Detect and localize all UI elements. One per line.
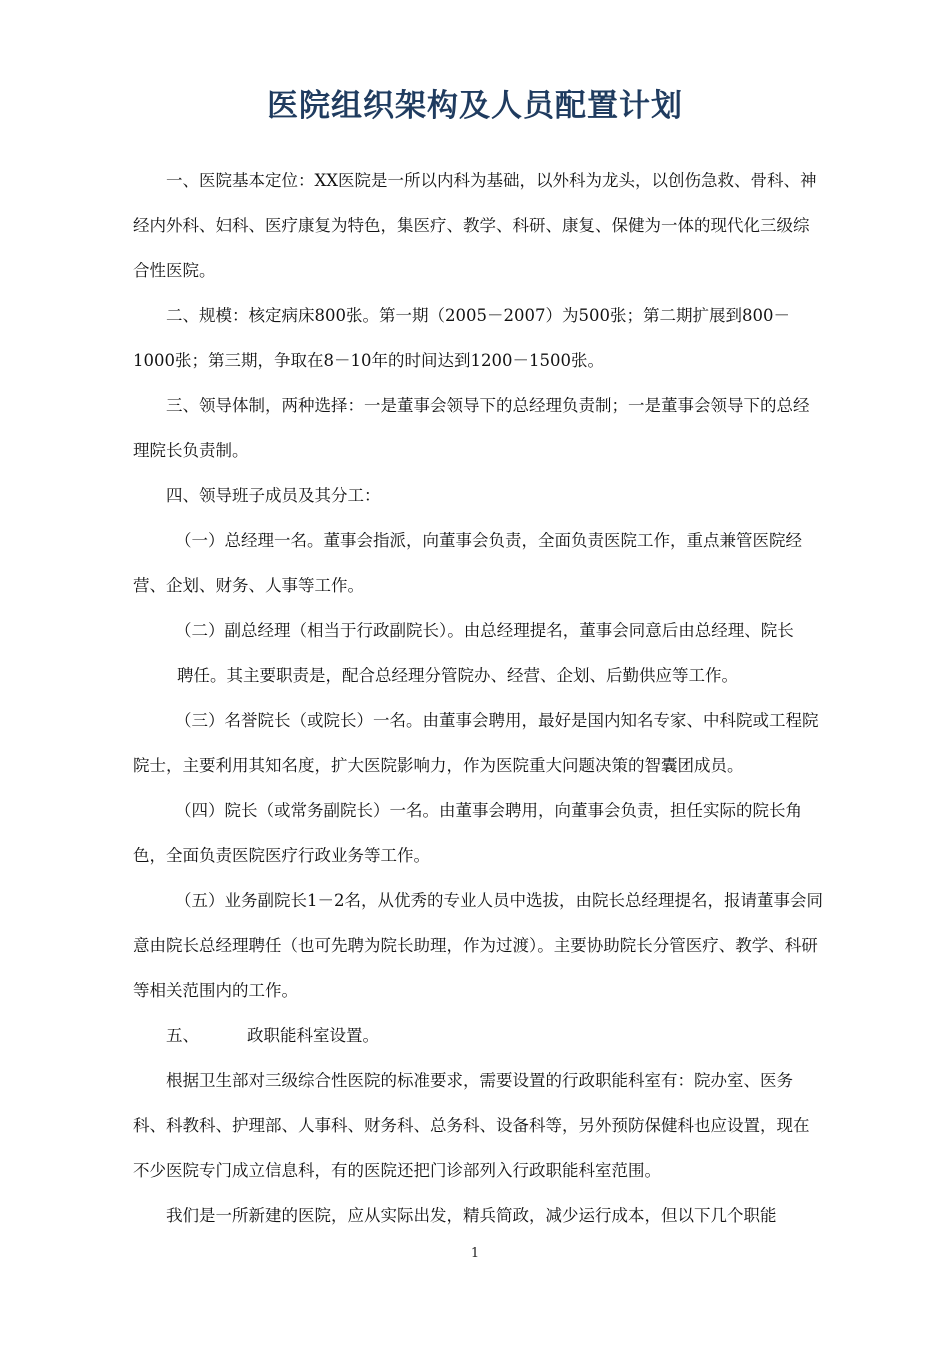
section-five-number: 五、 <box>166 1026 199 1045</box>
page-number: 1 <box>470 1246 480 1261</box>
document-title: 医院组织架构及人员配置计划 <box>267 88 683 124</box>
section-five-heading <box>133 1013 823 1058</box>
paragraph-deputy-manager-duties: 聘任。其主要职责是，配合总经理分管院办、经营、企划、后勤供应等工作。 <box>177 666 738 685</box>
paragraph-leadership-members: 四、领导班子成员及其分工： <box>166 486 381 505</box>
paragraph-scale: 二、规模：核定病床800张。第一期（2005－2007）为500张；第二期扩展到800－1000张；第三期，争取在8－10年的时间达到1200－1500张。 <box>133 306 790 370</box>
paragraph-leadership-system: 三、领导体制，两种选择：一是董事会领导下的总经理负责制；一是董事会领导下的总经理院长负责制。 <box>133 396 810 460</box>
paragraph-new-hospital: 我们是一所新建的医院，应从实际出发，精兵简政，减少运行成本，但以下几个职能 <box>166 1206 777 1225</box>
paragraph-president: （四）院长（或常务副院长）一名。由董事会聘用，向董事会负责，担任实际的院长角色，全面负责医院医疗行政业务等工作。 <box>133 801 802 865</box>
paragraph-deputy-manager: （二）副总经理（相当于行政副院长）。由总经理提名，董事会同意后由总经理、院长 <box>175 621 794 640</box>
paragraph-general-manager: （一）总经理一名。董事会指派，向董事会负责，全面负责医院工作，重点兼管医院经营、企划、财务、人事等工作。 <box>133 531 802 595</box>
section-five-title: 政职能科室设置。 <box>247 1026 379 1045</box>
document-body <box>133 158 823 1238</box>
paragraph-admin-departments: 根据卫生部对三级综合性医院的标准要求，需要设置的行政职能科室有：院办室、医务科、科教科、护理部、人事科、财务科、总务科、设备科等，另外预防保健科也应设置，现在不少医院专门成立信息科，有的医院还把门诊部列入行政职能科室范围。 <box>133 1071 810 1180</box>
paragraph-vice-president: （五）业务副院长1－2名，从优秀的专业人员中选拔，由院长总经理提名，报请董事会同意由院长总经理聘任（也可先聘为院长助理，作为过渡）。主要协助院长分管医疗、教学、科研等相关范围内的工作。 <box>133 891 823 1000</box>
paragraph-honorary-president: （三）名誉院长（或院长）一名。由董事会聘用，最好是国内知名专家、中科院或工程院院士，主要利用其知名度，扩大医院影响力，作为医院重大问题决策的智囊团成员。 <box>133 711 819 775</box>
paragraph-positioning: 一、医院基本定位：XX医院是一所以内科为基础，以外科为龙头，以创伤急救、骨科、神经内外科、妇科、医疗康复为特色，集医疗、教学、科研、康复、保健为一体的现代化三级综合性医院。 <box>133 171 817 280</box>
